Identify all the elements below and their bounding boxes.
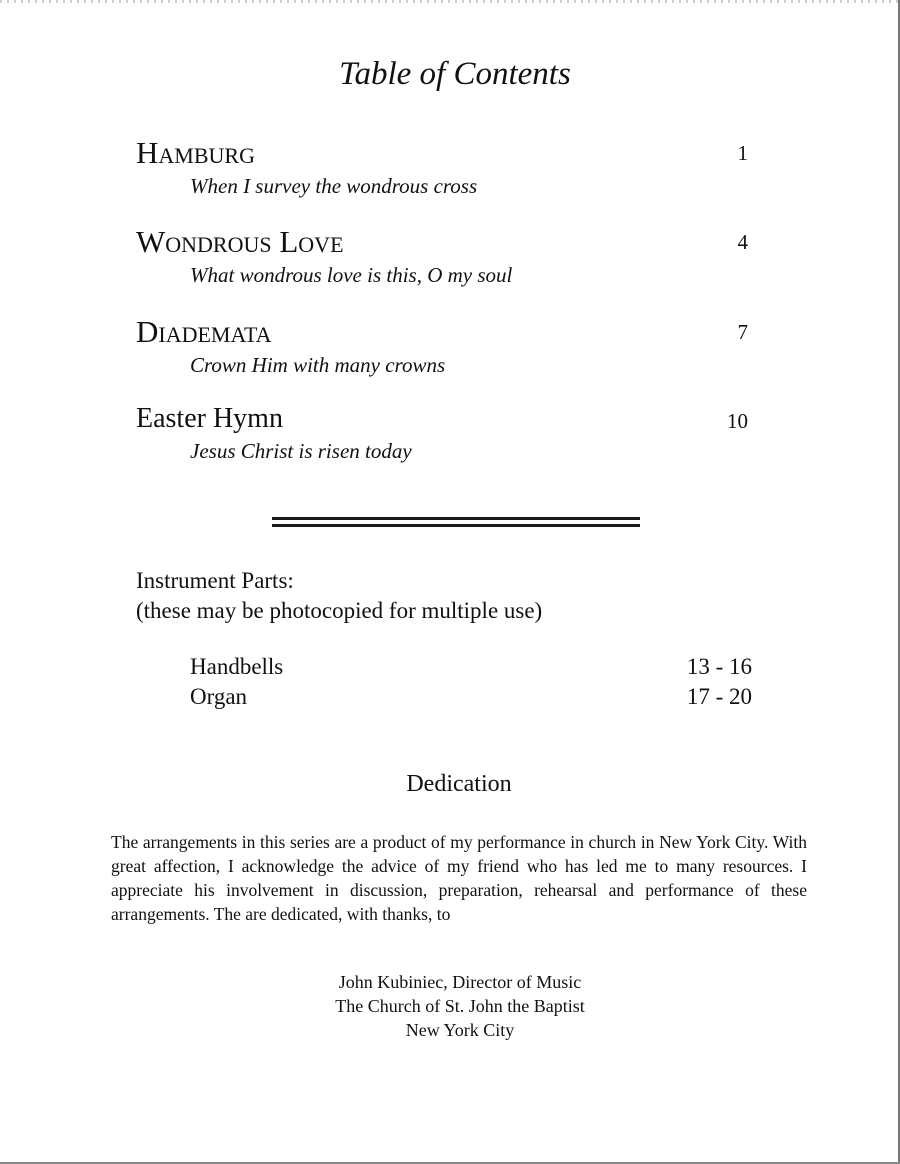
toc-entry: [136, 405, 756, 464]
toc-entry-subtitle: What wondrous love is this, O my soul: [190, 263, 513, 287]
instrument-part-pages: 13 - 16: [686, 654, 752, 679]
toc-entry-subtitle: Jesus Christ is risen today: [190, 439, 412, 463]
instrument-parts-title: Instrument Parts:: [136, 568, 294, 593]
toc-entry-name: Easter Hymn: [136, 403, 283, 434]
toc-entry-subtitle: When I survey the wondrous cross: [190, 174, 478, 198]
instrument-part-name: Handbells: [190, 654, 284, 679]
instrument-part-name: Organ: [190, 684, 248, 709]
divider-line-top: [272, 517, 640, 520]
divider-line-bottom: [272, 524, 640, 527]
signature-line: John Kubiniec, Director of Music: [338, 972, 582, 992]
instrument-parts-note: (these may be photocopied for multiple use): [136, 598, 543, 623]
double-rule-divider: [272, 517, 640, 528]
instrument-part-pages: 17 - 20: [686, 684, 752, 709]
signature-line: New York City: [405, 1020, 515, 1040]
toc-title: Table of Contents: [339, 56, 571, 92]
signature-line: The Church of St. John the Baptist: [335, 996, 585, 1016]
dedication-title: Dedication: [406, 771, 512, 797]
toc-entry-page: 4: [737, 230, 748, 254]
instrument-part-row: [190, 684, 752, 710]
toc-entry: [136, 316, 756, 378]
toc-entry-page: 1: [737, 141, 748, 165]
toc-entry: [136, 137, 756, 199]
instrument-parts-heading: [136, 566, 542, 626]
toc-entry-name: Hamburg: [136, 135, 255, 170]
toc-entry-page: 7: [737, 320, 748, 344]
toc-entry-name: Wondrous Love: [136, 224, 344, 259]
dedication-signature: [0, 970, 900, 1042]
toc-entry-subtitle: Crown Him with many crowns: [190, 353, 446, 377]
dedication-body: The arrangements in this series are a product of my performance in church in New York City. With great affection, I acknowledge the advice of my friend who has led me to many resources. I appreciate his involvement in discussion, preparation, rehearsal and performance of these arrangements. The are dedicated, with thanks, to: [111, 832, 807, 924]
toc-entry-name: Diademata: [136, 314, 272, 349]
toc-entry: [136, 226, 756, 288]
toc-entry-page: 10: [727, 409, 748, 433]
scan-edge-top: [0, 0, 900, 3]
instrument-part-row: [190, 654, 752, 680]
